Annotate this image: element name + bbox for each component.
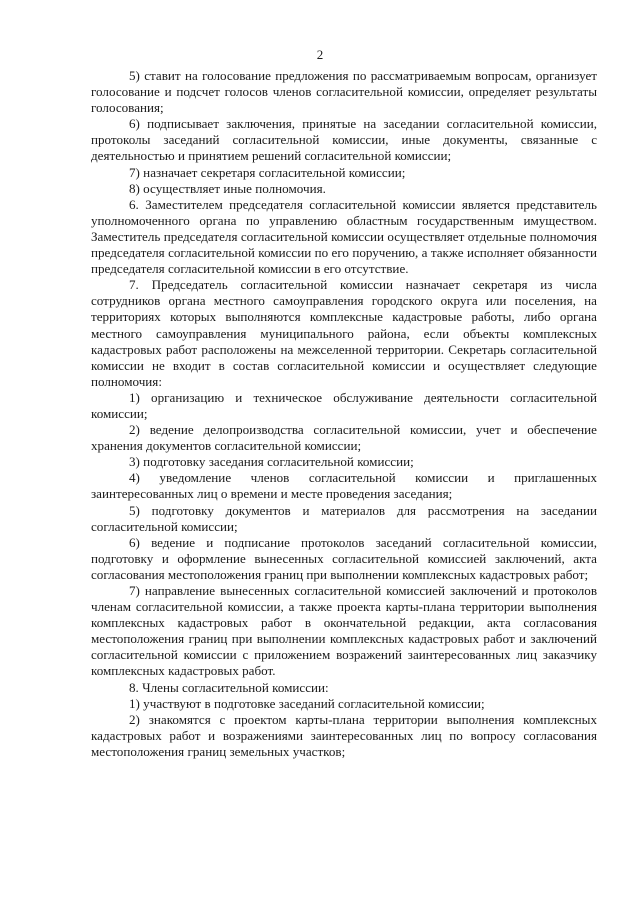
page-number: 2 — [316, 47, 324, 62]
paragraph: 2) знакомятся с проектом карты-плана территории выполнения комплексных кадастровых работ и возражениями заинтересованных лиц по вопросу согласования местоположения границ земельных участков; — [91, 711, 597, 759]
paragraph: 8. Члены согласительной комиссии: — [129, 679, 329, 695]
paragraph: 2) ведение делопроизводства согласительной комиссии, учет и обеспечение хранения документов согласительной комиссии; — [91, 422, 597, 454]
paragraph: 5) ставит на голосование предложения по рассматриваемым вопросам, организует голосование и подсчет голосов членов согласительной комиссии, определяет результаты голосования; — [91, 68, 597, 116]
paragraph: 6) ведение и подписание протоколов заседаний согласительной комиссии, подготовку и оформление вынесенных согласительной комиссией заключений, акта согласования местоположения границ при выполнении комплексных кадастровых работ; — [91, 534, 597, 582]
paragraph: 1) организацию и техническое обслуживание деятельности согласительной комиссии; — [91, 389, 597, 421]
paragraph: 6. Заместителем председателя согласительной комиссии является представитель уполномоченного органа по управлению областным государственным имуществом. Заместитель председателя согласительной комиссии осуществляет отдельные полномочия председателя согласительной комиссии по его поручению, а также исполняет обязанности председателя согласительной комиссии в его отсутствие. — [91, 196, 597, 277]
paragraph: 7. Председатель согласительной комиссии назначает секретаря из числа сотрудников органа местного самоуправления городского округа или поселения, на территориях которых выполняются комплексные кадастровые работы, либо органа местного самоуправления муниципального района, если объекты комплексных кадастровых работ расположены на межселенной территории. Секретарь согласительной комиссии не входит в состав согласительной комиссии и осуществляет следующие полномочия: — [91, 277, 597, 389]
paragraph: 8) осуществляет иные полномочия. — [129, 180, 326, 196]
paragraph: 4) уведомление членов согласительной комиссии и приглашенных заинтересованных лиц о времени и месте проведения заседания; — [91, 470, 597, 502]
paragraph: 3) подготовку заседания согласительной комиссии; — [129, 454, 414, 470]
paragraph: 5) подготовку документов и материалов для рассмотрения на заседании согласительной комиссии; — [91, 502, 597, 534]
paragraph: 7) направление вынесенных согласительной комиссией заключений и протоколов членам согласительной комиссии, а также проекта карты-плана территории выполнения комплексных кадастровых работ в окончательной редакции, акта согласования местоположения границ при выполнении комплексных кадастровых работ и заключений согласительной комиссии с приложением возражений заинтересованных лиц заказчику комплексных кадастровых работ. — [91, 583, 597, 679]
paragraph: 6) подписывает заключения, принятые на заседании согласительной комиссии, протоколы заседаний согласительной комиссии, иные документы, связанные с деятельностью и принятием решений согласительной комиссии; — [91, 116, 597, 164]
paragraph: 1) участвуют в подготовке заседаний согласительной комиссии; — [129, 695, 485, 711]
document-body — [91, 68, 597, 760]
paragraph: 7) назначает секретаря согласительной комиссии; — [129, 164, 406, 180]
